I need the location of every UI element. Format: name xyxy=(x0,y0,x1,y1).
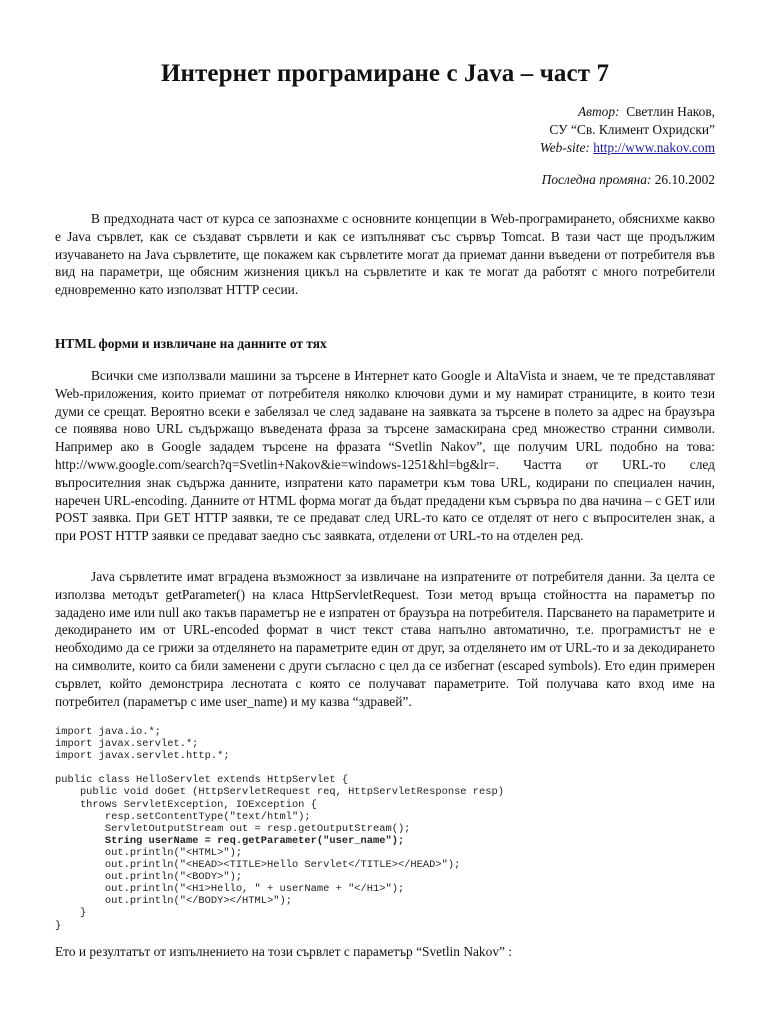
website-link[interactable]: http://www.nakov.com xyxy=(593,140,715,155)
code-line: } xyxy=(55,907,87,920)
author-label: Автор: xyxy=(577,104,620,119)
code-line: out.println("<HTML>"); xyxy=(55,846,243,859)
author-block xyxy=(540,103,715,157)
last-modified-date: 26.10.2002 xyxy=(654,172,715,187)
code-line: public void doGet (HttpServletRequest req, HttpServletResponse resp) xyxy=(55,786,504,799)
code-line: out.println("<BODY>"); xyxy=(55,871,243,884)
code-line xyxy=(55,762,504,774)
document-title: Интернет програмиране с Java – част 7 xyxy=(160,60,610,87)
author-line xyxy=(540,103,715,121)
code-listing xyxy=(55,726,504,932)
code-line: out.println("<H1>Hello, " + userName + "</H1>"); xyxy=(55,883,405,896)
code-line: ServletOutputStream out = resp.getOutputStream(); xyxy=(55,822,411,835)
last-modified-label: Последна промяна: xyxy=(541,172,652,187)
code-line: } xyxy=(55,919,62,932)
code-line: import java.io.*; xyxy=(55,726,162,738)
code-line: throws ServletException, IOException { xyxy=(55,798,317,811)
last-modified xyxy=(542,172,715,188)
intro-paragraph: В предходната част от курса се запознахме с основните концепции в Web-програмирането, обяснихме какво е Java сървлет, как се създават сървлети и как се изпълняват със сървър Tomcat. В тази част ще продължим изучаването на Java сървлетите, ще покажем как сървлетите могат да приемат данни въведени от потребителя във вид на параметри, ще обясним жизнения цикъл на сървлетите и как те могат да работят с много потребители едновременно като използват HTTP сесии. xyxy=(55,211,715,298)
code-line: public class HelloServlet extends HttpServlet { xyxy=(55,774,349,787)
code-line: out.println("</BODY></HTML>"); xyxy=(55,895,292,908)
paragraph-search-engines: Всички сме използвали машини за търсене в Интернет като Google и AltaVista и знаем, че те представляват Web-приложения, които приемат от потребителя няколко ключови думи и му намират страниците, в които тези думи се срещат. Вероятно всеки е забелязал че след задаване на заявката за търсене в полето за адрес на браузъра се появява ново URL съдържащо въведената фраза за търсене замаскирана сред множество странни символи. Например ако в Google зададем търсене на фразата “Svetlin Nakov”, ще получим URL подобно на това: http://www.google.com/search?q=Svetlin+Nakov&ie=windows-1251&hl=bg&lr=. Частта от URL-то след въпросителния знак съдържа данните, изпратени като параметри към това URL, кодирани по специален начин, наречен URL-encoding. Данните от HTML форма могат да бъдат предадени към сървъра по два начина – с GET или POST заявка. При GET HTTP заявки, те се предават след URL-то като се отделят от него с въпросителен знак, а при POST HTTP заявки се предават заедно със заявката, отделени от URL-то на отделен ред. xyxy=(55,368,715,544)
website-line xyxy=(540,139,715,157)
author-name: Светлин Наков, xyxy=(626,104,715,119)
section-heading: HTML форми и извличане на данните от тях xyxy=(55,336,327,351)
code-line: out.println("<HEAD><TITLE>Hello Servlet</TITLE></HEAD>"); xyxy=(55,859,461,872)
code-line-highlighted: String userName = req.getParameter("user_name"); xyxy=(55,834,405,847)
code-line: import javax.servlet.*; xyxy=(55,738,199,751)
website-label: Web-site: xyxy=(539,140,590,155)
result-sentence: Ето и резултатът от изпълнението на този сървлет с параметър “Svetlin Nakov” : xyxy=(55,944,513,959)
code-line: import javax.servlet.http.*; xyxy=(55,750,230,763)
author-university: СУ “Св. Климент Охридски” xyxy=(549,122,715,137)
paragraph-servlet-parameters: Java сървлетите имат вградена възможност за извличане на изпратените от потребителя данни. За целта се използва методът getParameter() на класа HttpServletRequest. Този метод връща стойността на параметър по зададено име или null ако такъв параметър не е изпратен от браузъра на потребителя. Парсването на параметрите и декодирането им от URL-encoded формат в чист текст става напълно автоматично, т.е. програмистът не е необходимо да се грижи за отделянето на параметрите един от друг, за отделянето им от URL-то и за декодирането на символите, които са били заменени с други съгласно с цел да се избегнат (escaped symbols). Ето един примерен сървлет, който демонстрира леснотата с която се получават параметрите. Той получава като вход име на потребител (параметър с име user_name) и му казва “здравей”. xyxy=(55,569,715,709)
code-line: resp.setContentType("text/html"); xyxy=(55,810,311,823)
